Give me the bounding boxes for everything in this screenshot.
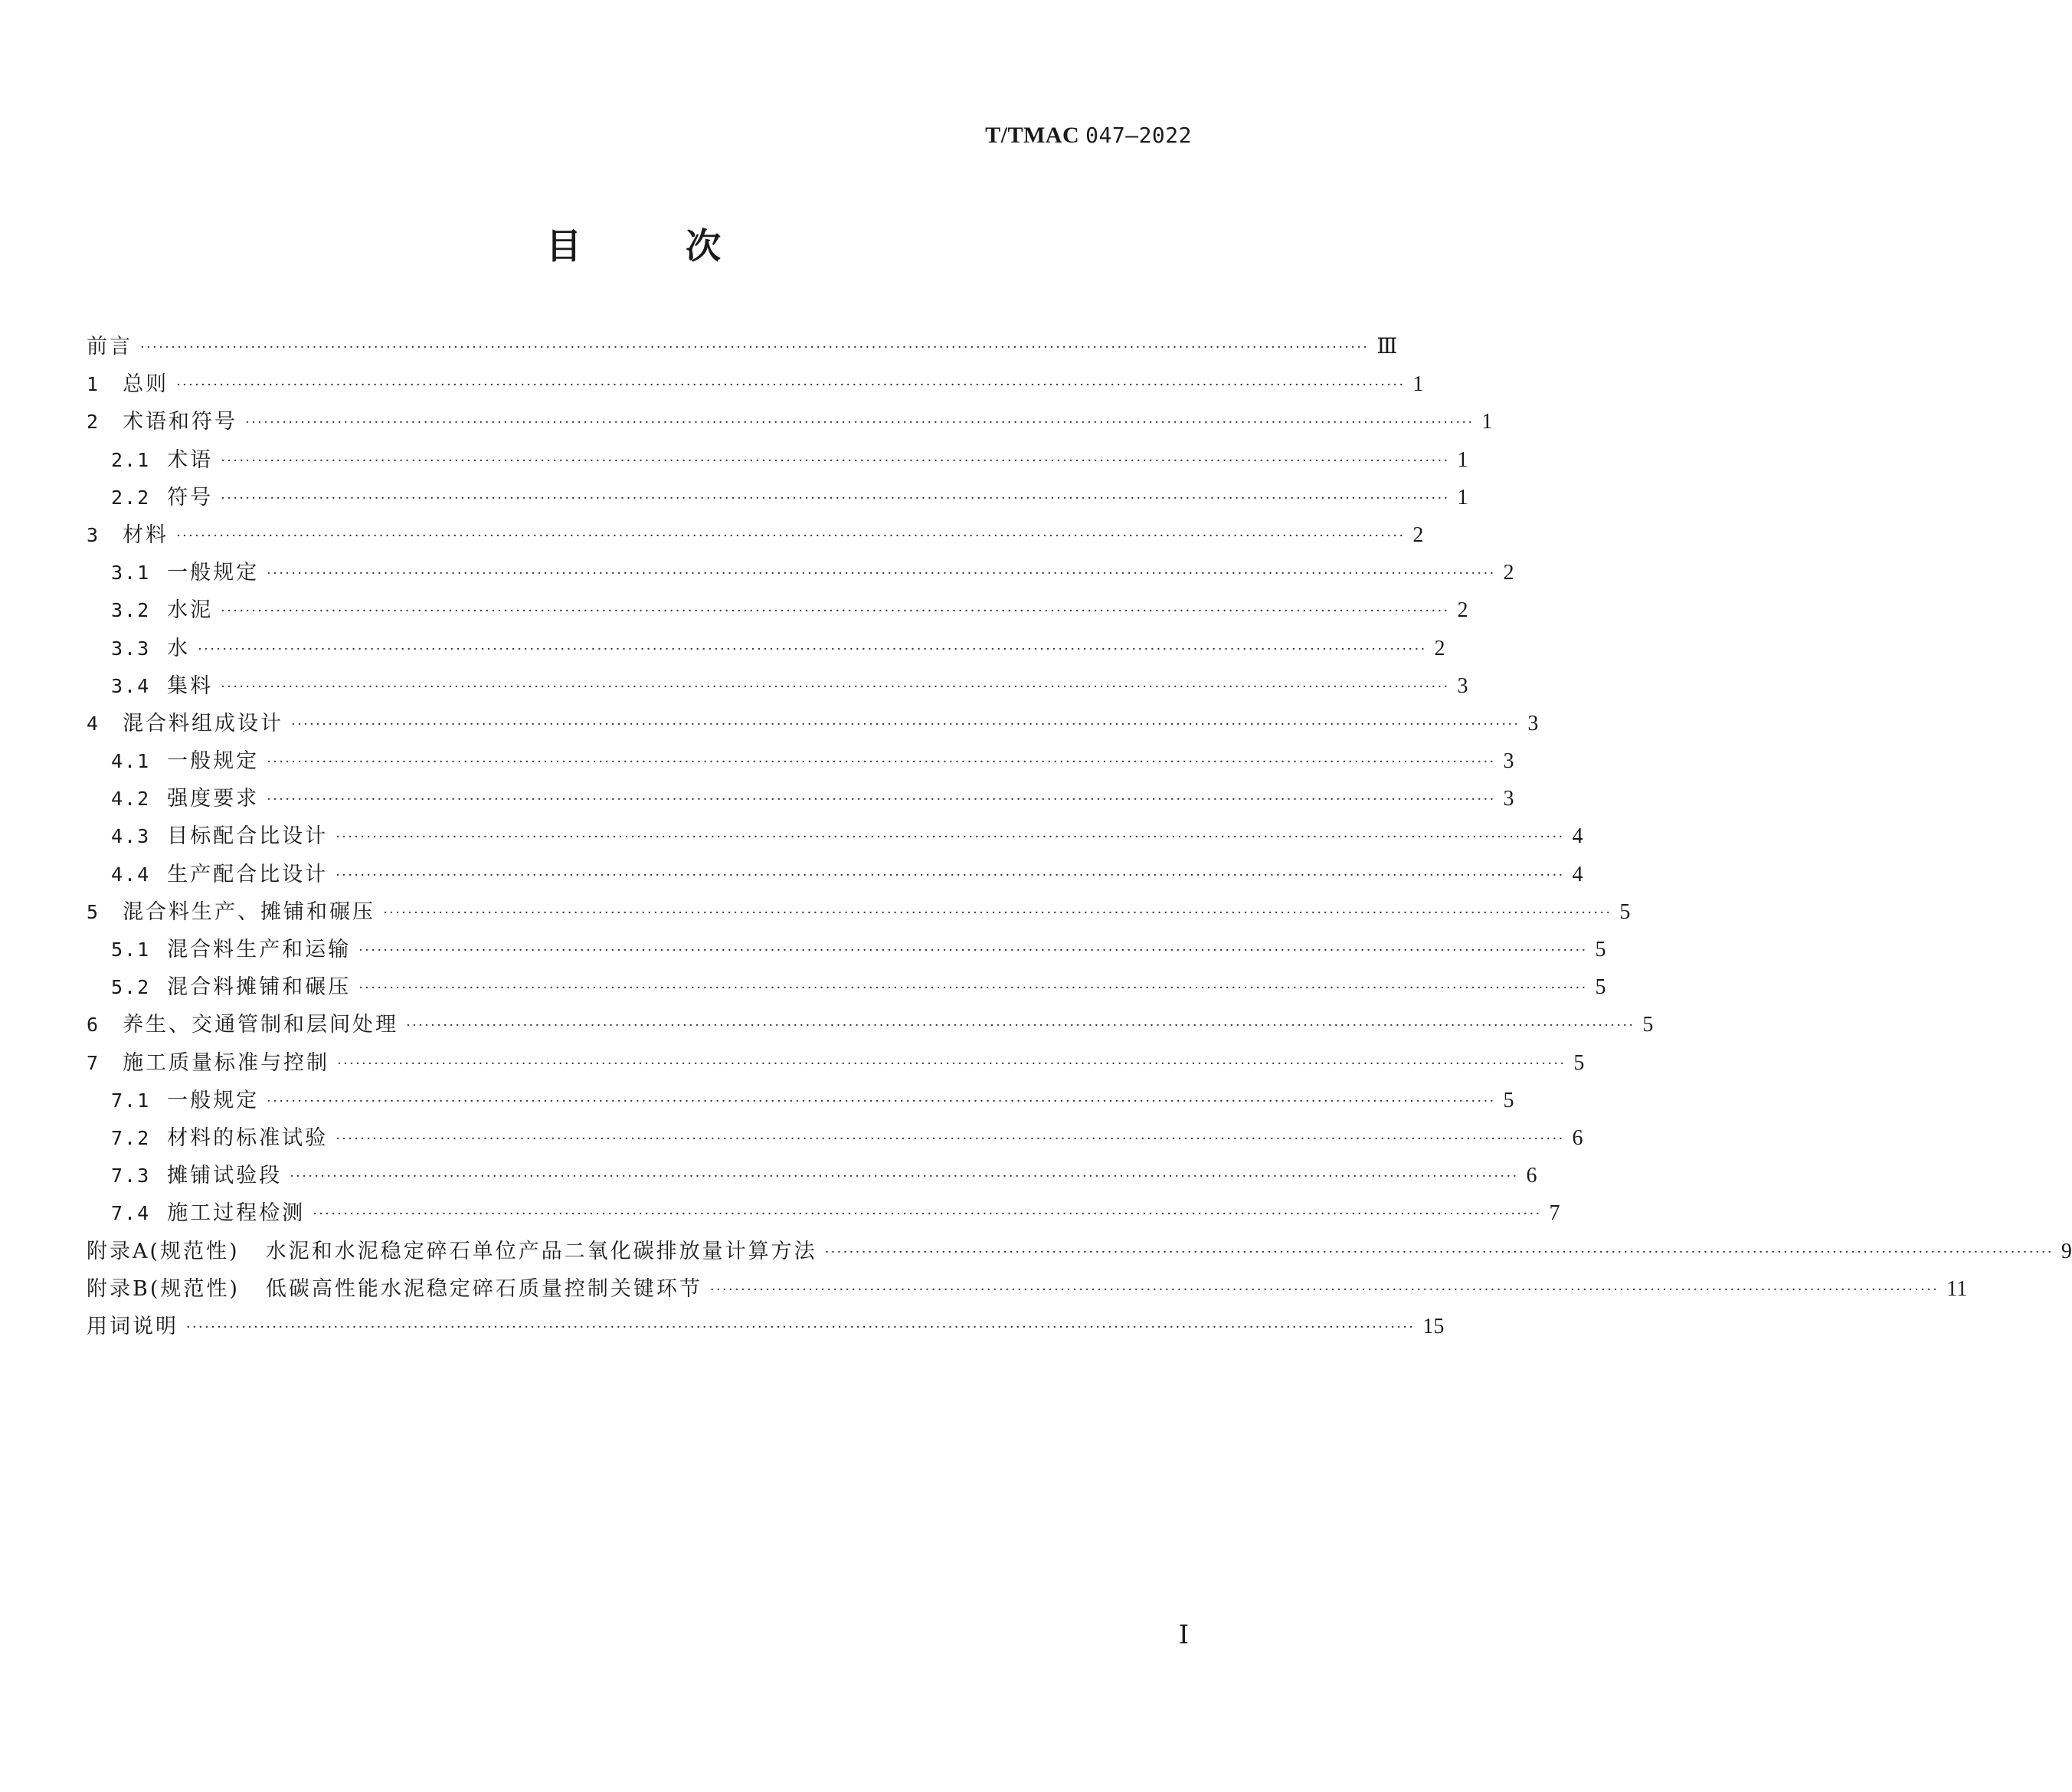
toc-section-title: 施工质量标准与控制 (123, 1050, 330, 1075)
toc-entry-label (111, 931, 351, 968)
toc-section-number: 7.3 (111, 1165, 151, 1188)
toc-section-number: 2 (87, 411, 100, 434)
toc-section-number: 5.2 (111, 976, 151, 999)
toc-entry[interactable] (87, 441, 1468, 479)
toc-page-number: 6 (1572, 1125, 1583, 1150)
toc-section-title: 目标配合比设计 (167, 824, 329, 849)
toc-entry[interactable] (87, 1006, 1654, 1043)
toc-section-number: 4 (87, 712, 100, 735)
toc-section-title: 混合料组成设计 (123, 711, 284, 735)
toc-page-number: 5 (1619, 899, 1631, 924)
toc-entry[interactable] (87, 328, 1398, 365)
toc-section-title: 强度要求 (167, 787, 260, 811)
toc-page-number: 2 (1434, 636, 1445, 660)
toc-section-title: 材料 (123, 523, 169, 547)
toc-section-title: 混合料摊铺和碾压 (167, 975, 352, 1000)
toc-entry-label (87, 893, 375, 931)
toc-section-title: 集料 (167, 673, 214, 698)
toc-appendix-number: 附录B(规范性) (87, 1276, 240, 1301)
toc-section-number: 2.1 (111, 448, 151, 471)
toc-entry-label (87, 1308, 178, 1345)
toc-page-number: 2 (1503, 561, 1514, 585)
toc-section-number: 4.1 (111, 750, 151, 773)
dot-leader: ········································································································································································································ (290, 1168, 1519, 1185)
toc-section-title: 术语和符号 (123, 410, 238, 434)
dot-leader: ········································································································································································································ (336, 829, 1565, 846)
toc-entry-label (87, 328, 133, 365)
dot-leader: ········································································································································································································ (267, 754, 1496, 771)
toc-entry-label (111, 742, 259, 780)
toc-page-number: 7 (1549, 1201, 1560, 1226)
toc-entry[interactable] (87, 1194, 1560, 1232)
dot-leader: ········································································································································································································ (186, 1319, 1416, 1335)
dot-leader: ········································································································································································································ (291, 716, 1520, 732)
toc-entry-label (111, 1082, 259, 1119)
toc-section-number: 6 (87, 1014, 100, 1037)
toc-entry-label (87, 1270, 702, 1308)
toc-page-number: 1 (1457, 447, 1468, 472)
toc-section-number: 3.1 (111, 562, 151, 585)
toc-page-number: 1 (1457, 485, 1468, 509)
toc-entry-label (111, 441, 213, 479)
toc-entry[interactable] (87, 817, 1583, 855)
toc-section-title: 低碳高性能水泥稳定碎石质量控制关键环节 (265, 1276, 702, 1301)
toc-section-title: 摊铺试验段 (167, 1164, 283, 1188)
toc-entry[interactable] (87, 931, 1606, 968)
dot-leader: ········································································································································································································ (337, 1055, 1566, 1072)
toc-entry-label (111, 554, 259, 591)
toc-page-number: 3 (1503, 749, 1514, 774)
toc-section-title: 水泥和水泥稳定碎石单位产品二氧化碳排放量计算方法 (265, 1239, 817, 1263)
toc-section-number: 4.3 (111, 825, 151, 848)
dot-leader: ········································································································································································································ (358, 942, 1588, 958)
toc-section-number: 7.1 (111, 1089, 151, 1112)
dot-leader: ········································································································································································································ (267, 565, 1496, 582)
toc-section-number: 3.4 (111, 674, 151, 697)
toc-page-number: 5 (1642, 1013, 1654, 1037)
toc-entry-label (87, 516, 169, 554)
toc-entry-label (111, 1119, 328, 1157)
toc-page-number: 9 (2061, 1239, 2072, 1263)
toc-page-number: 1 (1412, 372, 1424, 397)
dot-leader: ········································································································································································································ (221, 603, 1450, 620)
toc-entry[interactable] (87, 705, 1539, 742)
toc-entry[interactable] (87, 1157, 1537, 1194)
toc-page-number: 2 (1412, 523, 1424, 547)
toc-page-number: 3 (1527, 711, 1539, 735)
toc-entry[interactable] (87, 1044, 1585, 1082)
toc-section-number: 4.4 (111, 863, 151, 886)
dot-leader: ········································································································································································································ (245, 414, 1475, 431)
toc-page-number: 5 (1595, 938, 1606, 962)
toc-page-number: 11 (1946, 1276, 1968, 1301)
toc-entry-label (111, 1194, 305, 1232)
toc-entry-label (111, 968, 351, 1006)
toc-section-title: 前言 (87, 335, 133, 359)
toc-appendix-number: 附录A(规范性) (87, 1239, 240, 1263)
toc-page-number: 1 (1481, 410, 1493, 434)
toc-section-title: 混合料生产、摊铺和碾压 (123, 899, 376, 924)
toc-entry-label (111, 630, 190, 667)
toc-section-number: 3 (87, 523, 100, 546)
dot-leader: ········································································································································································································ (221, 452, 1450, 469)
dot-leader: ········································································································································································································ (176, 377, 1406, 394)
toc-entry-label (87, 1233, 817, 1270)
toc-section-number: 3.2 (111, 599, 151, 622)
dot-leader: ········································································································································································································ (358, 980, 1588, 997)
toc-section-number: 5 (87, 900, 100, 923)
toc-section-number: 7.2 (111, 1126, 151, 1149)
toc-page-number: 2 (1457, 598, 1468, 623)
toc-entry[interactable] (87, 780, 1514, 817)
dot-leader: ········································································································································································································ (198, 640, 1427, 657)
toc-entry[interactable] (87, 591, 1468, 629)
toc-page-number: 5 (1503, 1088, 1514, 1112)
toc-section-title: 一般规定 (167, 561, 260, 585)
toc-section-title: 材料的标准试验 (167, 1125, 329, 1150)
toc-page-number: 4 (1572, 862, 1583, 886)
document-code-number: 047—2022 (1085, 123, 1192, 148)
toc-entry-label (87, 1044, 329, 1082)
toc-section-title: 混合料生产和运输 (167, 938, 352, 962)
table-of-contents (87, 328, 2072, 1345)
toc-entry-label (87, 403, 237, 441)
toc-entry[interactable] (87, 856, 1583, 893)
dot-leader: ········································································································································································································ (221, 490, 1450, 506)
dot-leader: ········································································································································································································ (709, 1281, 1939, 1298)
dot-leader: ········································································································································································································ (140, 339, 1370, 355)
toc-page-number: 3 (1503, 787, 1514, 811)
toc-page-number: Ⅲ (1376, 335, 1398, 359)
toc-section-title: 水 (167, 636, 191, 660)
toc-entry[interactable] (87, 1082, 1514, 1119)
toc-section-number: 7.4 (111, 1202, 151, 1225)
document-code-prefix: T/TMAC (985, 123, 1080, 148)
toc-section-title: 一般规定 (167, 749, 260, 774)
toc-entry[interactable] (87, 893, 1631, 931)
toc-entry-label (111, 479, 213, 516)
toc-section-title: 水泥 (167, 598, 214, 623)
toc-entry-label (87, 365, 169, 403)
dot-leader: ········································································································································································································ (221, 678, 1450, 695)
toc-page-number: 5 (1595, 975, 1606, 1000)
toc-section-title: 一般规定 (167, 1088, 260, 1112)
toc-entry-label (111, 856, 328, 893)
toc-section-title: 施工过程检测 (167, 1201, 306, 1226)
toc-entry[interactable] (87, 630, 1445, 667)
toc-entry[interactable] (87, 1308, 1445, 1345)
dot-leader: ········································································································································································································ (176, 527, 1406, 544)
toc-entry-label (87, 705, 283, 742)
toc-entry[interactable] (87, 667, 1468, 705)
toc-entry-label (111, 817, 328, 855)
toc-title: 目 次 (545, 225, 767, 267)
toc-section-title: 术语 (167, 447, 214, 472)
toc-section-number: 7 (87, 1051, 100, 1074)
dot-leader: ········································································································································································································ (406, 1017, 1635, 1034)
toc-section-number: 4.2 (111, 788, 151, 811)
toc-section-title: 生产配合比设计 (167, 862, 329, 886)
toc-entry-label (111, 1157, 282, 1194)
dot-leader: ········································································································································································································ (824, 1243, 2054, 1260)
toc-page-number: 5 (1573, 1050, 1585, 1075)
dot-leader: ········································································································································································································ (313, 1206, 1542, 1223)
document-code (985, 123, 1192, 149)
toc-entry[interactable] (87, 516, 1424, 554)
dot-leader: ········································································································································································································ (267, 1093, 1496, 1109)
toc-entry[interactable] (87, 365, 1424, 403)
toc-page-number: 3 (1457, 673, 1468, 698)
toc-section-title: 总则 (123, 372, 169, 397)
toc-entry[interactable] (87, 479, 1468, 516)
toc-entry[interactable] (87, 1233, 2072, 1270)
dot-leader: ········································································································································································································ (267, 791, 1496, 808)
toc-entry-label (111, 591, 213, 629)
toc-entry-label (111, 667, 213, 705)
toc-entry[interactable] (87, 554, 1514, 591)
toc-section-number: 1 (87, 373, 100, 396)
toc-section-number: 2.2 (111, 486, 151, 509)
dot-leader: ········································································································································································································ (383, 904, 1612, 921)
toc-entry[interactable] (87, 742, 1514, 780)
toc-section-number: 5.1 (111, 939, 151, 961)
toc-section-title: 养生、交通管制和层间处理 (123, 1013, 399, 1037)
dot-leader: ········································································································································································································ (336, 867, 1565, 883)
toc-section-number: 3.3 (111, 637, 151, 660)
toc-section-title: 符号 (167, 485, 214, 509)
toc-page-number: 6 (1526, 1164, 1537, 1188)
toc-entry-label (87, 1006, 398, 1043)
dot-leader: ········································································································································································································ (336, 1130, 1565, 1147)
toc-page-number: 15 (1422, 1314, 1445, 1338)
toc-section-title: 用词说明 (87, 1314, 178, 1338)
toc-entry-label (111, 780, 259, 817)
toc-page-number: 4 (1572, 824, 1583, 849)
toc-entry[interactable] (87, 1270, 1968, 1308)
page-number: Ⅰ (1178, 1621, 1189, 1649)
toc-entry[interactable] (87, 968, 1606, 1006)
toc-entry[interactable] (87, 403, 1493, 441)
toc-entry[interactable] (87, 1119, 1583, 1157)
